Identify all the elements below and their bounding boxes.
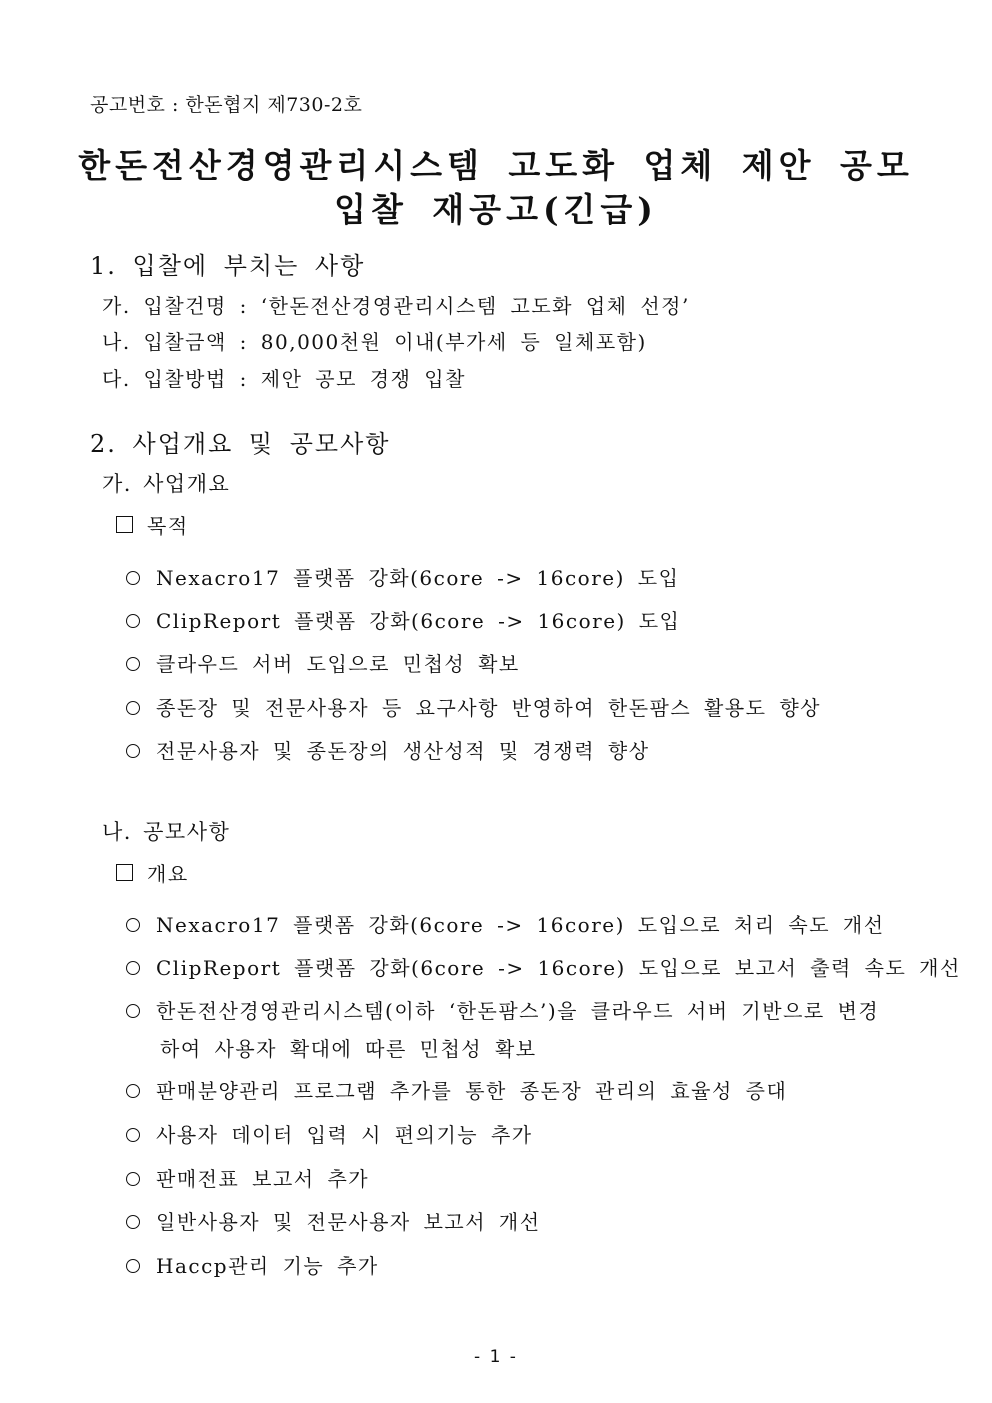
purpose-item-text: Nexacro17 플랫폼 강화(6core -> 16core) 도입 [156,566,680,590]
overview-item [126,1206,541,1235]
overview-item-text: Haccp관리 기능 추가 [156,1254,379,1278]
business-overview-heading: 가. 사업개요 [102,472,231,496]
circle-bullet-icon [126,1128,140,1142]
overview-item [126,1250,379,1279]
circle-bullet-icon [126,1172,140,1186]
circle-bullet-icon [126,1084,140,1098]
overview-item [126,952,961,981]
circle-bullet-icon [126,614,140,628]
notice-number: 공고번호 : 한돈협지 제730-2호 [90,94,363,116]
purpose-item-text: 종돈장 및 전문사용자 등 요구사항 반영하여 한돈팜스 활용도 향상 [156,696,821,720]
purpose-label: 목적 [147,514,189,538]
section-1-heading: 1. 입찰에 부치는 사항 [90,252,366,280]
overview-item-text: 일반사용자 및 전문사용자 보고서 개선 [156,1210,541,1234]
purpose-box-heading [116,510,189,539]
overview-box-heading [116,858,189,887]
overview-item [126,1163,369,1192]
overview-item [126,1119,533,1148]
purpose-item [126,648,520,677]
overview-item-continuation: 하여 사용자 확대에 따른 민첩성 확보 [160,1037,537,1061]
circle-bullet-icon [126,571,140,585]
circle-bullet-icon [126,961,140,975]
purpose-item-text: 전문사용자 및 종돈장의 생산성적 및 경쟁력 향상 [156,739,650,763]
public-offering-heading: 나. 공모사항 [102,820,231,844]
section-2-heading: 2. 사업개요 및 공모사항 [90,430,391,458]
document-title-line-1: 한돈전산경영관리시스템 고도화 업체 제안 공모 [78,146,914,185]
overview-item-text: 사용자 데이터 입력 시 편의기능 추가 [156,1123,533,1147]
circle-bullet-icon [126,918,140,932]
document-title-line-2: 입찰 재공고(긴급) [334,190,658,229]
overview-item [126,995,879,1024]
overview-item-text: 한돈전산경영관리시스템(이하 ‘한돈팜스’)을 클라우드 서버 기반으로 변경 [156,999,880,1023]
overview-item-text: 판매전표 보고서 추가 [156,1167,370,1191]
purpose-item-text: 클라우드 서버 도입으로 민첩성 확보 [156,652,520,676]
purpose-item [126,562,679,591]
purpose-item [126,692,821,721]
purpose-item [126,605,680,634]
bid-name: 가. 입찰건명 : ‘한돈전산경영관리시스템 고도화 업체 선정’ [102,294,690,318]
overview-item-text: Nexacro17 플랫폼 강화(6core -> 16core) 도입으로 처리 속도 개선 [156,913,885,937]
circle-bullet-icon [126,744,140,758]
circle-bullet-icon [126,1259,140,1273]
overview-item [126,1075,787,1104]
circle-bullet-icon [126,701,140,715]
bid-method: 다. 입찰방법 : 제안 공모 경쟁 입찰 [102,367,466,391]
checkbox-square-icon [116,864,133,881]
overview-item-text: ClipReport 플랫폼 강화(6core -> 16core) 도입으로 보고서 출력 속도 개선 [156,956,961,980]
overview-label: 개요 [147,862,189,886]
page-number: - 1 - [474,1347,518,1367]
bid-amount: 나. 입찰금액 : 80,000천원 이내(부가세 등 일체포함) [102,330,647,354]
checkbox-square-icon [116,516,133,533]
purpose-item [126,735,650,764]
circle-bullet-icon [126,1215,140,1229]
overview-item [126,909,885,938]
purpose-item-text: ClipReport 플랫폼 강화(6core -> 16core) 도입 [156,609,681,633]
circle-bullet-icon [126,657,140,671]
circle-bullet-icon [126,1004,140,1018]
overview-item-text: 판매분양관리 프로그램 추가를 통한 종돈장 관리의 효율성 증대 [156,1079,788,1103]
